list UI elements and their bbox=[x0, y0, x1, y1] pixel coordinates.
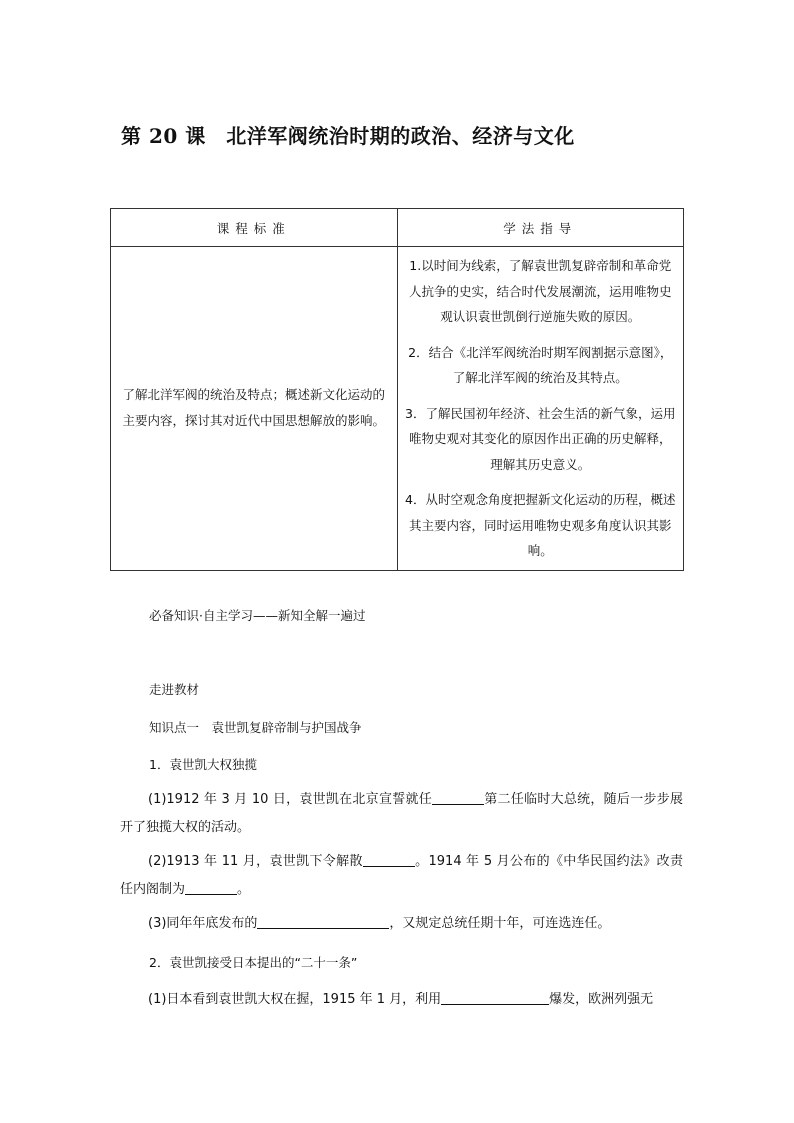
item1-paragraph-2 bbox=[120, 848, 683, 904]
page-title: 第 20 课 北洋军阀统治时期的政治、经济与文化 bbox=[121, 124, 575, 148]
section-heading: 必备知识·自主学习——新知全解一遍过 bbox=[149, 608, 366, 623]
fill-blank-1[interactable] bbox=[432, 790, 484, 805]
knowledge-point-heading: 知识点一 袁世凯复辟帝制与护国战争 bbox=[149, 720, 362, 735]
guidance-item-4: 4．从时空观念角度把握新文化运动的历程，概述其主要内容，同时运用唯物史观多角度认识其影响。 bbox=[405, 492, 676, 558]
guidance-item-3: 3．了解民国初年经济、社会生活的新气象，运用唯物史观对其变化的原因作出正确的历史解释，理解其历史意义。 bbox=[405, 405, 676, 472]
guidance-item-1: 1.以时间为线索，了解袁世凯复辟帝制和革命党人抗争的史实，结合时代发展潮流，运用唯物史观认识袁世凯倒行逆施失败的原因。 bbox=[408, 258, 672, 324]
item1-p1-text-b: 第二任临时大总统，随后一步步展开了独揽大权的活动。 bbox=[120, 792, 683, 835]
item1-title: 1．袁世凯大权独揽 bbox=[149, 757, 257, 772]
fill-blank-5[interactable] bbox=[441, 990, 549, 1005]
item1-p2-text-c: 。 bbox=[237, 882, 251, 897]
subsection-heading: 走进教材 bbox=[149, 682, 200, 697]
item2-p1-text-b: 爆发，欧洲列强无 bbox=[549, 992, 654, 1007]
item1-paragraph-1 bbox=[120, 786, 683, 842]
table-header-row bbox=[111, 209, 684, 247]
item1-p2-text-a: (2)1913 年 11 月，袁世凯下令解散 bbox=[148, 854, 363, 869]
fill-blank-4[interactable] bbox=[257, 914, 389, 929]
item2-title: 2．袁世凯接受日本提出的“二十一条” bbox=[149, 955, 358, 970]
item2-paragraph-1 bbox=[120, 986, 683, 1014]
item2-p1-text-a: (1)日本看到袁世凯大权在握，1915 年 1 月，利用 bbox=[148, 992, 442, 1007]
table-body-row bbox=[111, 247, 684, 571]
learning-guidance-cell bbox=[397, 247, 684, 571]
fill-blank-3[interactable] bbox=[185, 880, 237, 895]
header-curriculum-standard: 课程标准 bbox=[111, 209, 398, 247]
item1-p2-text-b: 。1914 年 5 月公布的《中华民国约法》改责任内阁制为 bbox=[120, 854, 683, 897]
guidance-item-2: 2．结合《北洋军阀统治时期军阀割据示意图》，了解北洋军阀的统治及其特点。 bbox=[408, 344, 673, 385]
item1-p3-text-b: ，又规定总统任期十年，可连选连任。 bbox=[389, 916, 611, 931]
item1-p3-text-a: (3)同年年底发布的 bbox=[148, 916, 258, 931]
item1-paragraph-3 bbox=[120, 910, 683, 938]
header-learning-guidance: 学法指导 bbox=[397, 209, 684, 247]
item1-p1-text-a: (1)1912 年 3 月 10 日，袁世凯在北京宣誓就任 bbox=[148, 792, 433, 807]
fill-blank-2[interactable] bbox=[363, 852, 415, 867]
curriculum-table bbox=[110, 208, 684, 571]
curriculum-standard-text: 了解北洋军阀的统治及特点；概述新文化运动的主要内容，探讨其对近代中国思想解放的影响。 bbox=[111, 247, 398, 571]
